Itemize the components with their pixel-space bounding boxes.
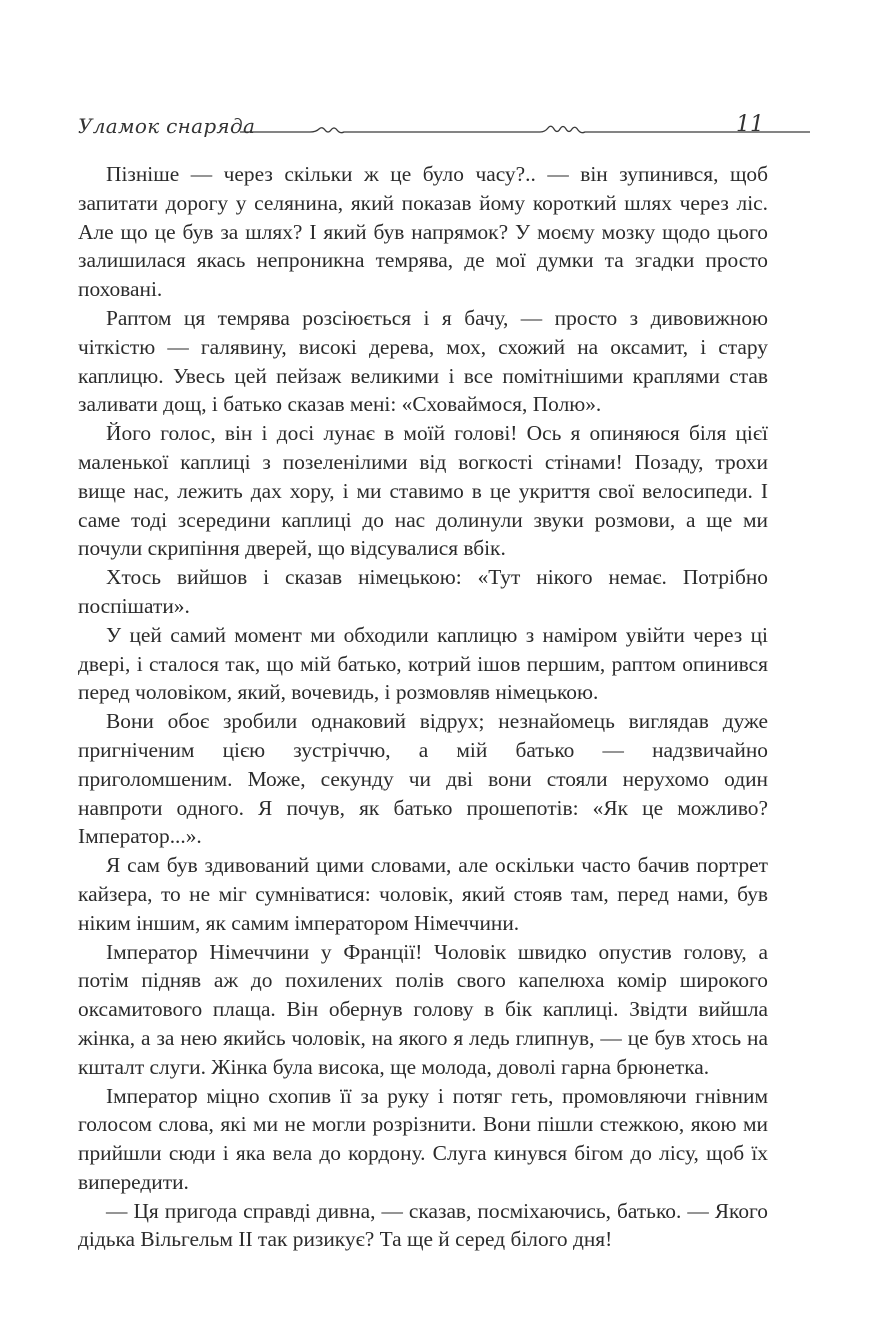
paragraph: Вони обоє зробили однаковий відрух; незнайомець виглядав дуже пригніченим цією зустріччю, а мій батько — надзвичайно приголомшеним. Може, секунду чи дві вони стояли нерухомо один навпроти одного. Я почув, як батько прошепотів: «Як це можливо? Імператор...». — [78, 709, 768, 849]
running-header — [78, 112, 768, 148]
paragraph: Його голос, він і досі лунає в моїй голові! Ось я опиняюся біля цієї маленької каплиці з позеленілими від вогкості стінами! Позаду, трохи вище нас, лежить дах хору, і ми ставимо в це укриття свої велосипеди. І саме тоді зсередини каплиці до нас долинули звуки розмови, а ще ми почули скрипіння дверей, що відсувалися вбік. — [78, 421, 768, 561]
page-number: 11 — [736, 112, 764, 137]
paragraph: Я сам був здивований цими словами, але оскільки часто бачив портрет кайзера, то не міг сумніватися: чоловік, який стояв там, перед нами, був ніким іншим, як самим імператором Німеччини. — [78, 853, 768, 935]
paragraph: Раптом ця темрява розсіюється і я бачу, — просто з дивовижною чіткістю — галявину, високі дерева, мох, схожий на оксамит, і стару каплицю. Увесь цей пейзаж великими і все помітнішими краплями став заливати дощ, і батько сказав мені: «Сховаймося, Полю». — [78, 305, 768, 417]
paragraph: Імператор Німеччини у Франції! Чоловік швидко опустив голову, а потім підняв аж до похилених полів свого капелюха комір широкого оксамитового плаща. Він обернув голову в бік каплиці. Звідти вийшла жінка, а за нею якийсь чоловік, на якого я ледь глипнув, — це був хтось на кшталт слуги. Жінка була висока, ще молода, доволі гарна брюнетка. — [78, 939, 768, 1079]
paragraph: Імператор міцно схопив її за руку і потяг геть, промовляючи гнівним голосом слова, які ми не могли розрізнити. Вони пішли стежкою, якою ми прийшли сюди і яка вела до кордону. Слуга кинувся бігом до лісу, щоб їх випередити. — [78, 1083, 768, 1194]
paragraph: — Ця пригода справді дивна, — сказав, посміхаючись, батько. — Якого дідька Вільгельм II так ризикує? Та ще й серед білого дня! — [78, 1198, 768, 1252]
running-title: Уламок снаряда — [78, 114, 256, 138]
ornament-line — [240, 120, 810, 142]
paragraph: Пізніше — через скільки ж це було часу?.. — він зупинився, щоб запитати дорогу у селянина, який показав йому короткий шлях через ліс. Але що це був за шлях? І який був напрямок? У моєму мозку щодо цього залишилася якась непроникна темрява, де мої думки та згадки просто поховані. — [78, 162, 768, 302]
body-text — [78, 160, 768, 1254]
paragraph: У цей самий момент ми обходили каплицю з наміром увійти через ці двері, і сталося так, що мій батько, котрий ішов першим, раптом опинився перед чоловіком, який, вочевидь, і розмовляв німецькою. — [78, 622, 768, 705]
paragraph: Хтось вийшов і сказав німецькою: «Тут нікого немає. Потрібно поспішати». — [78, 565, 768, 618]
